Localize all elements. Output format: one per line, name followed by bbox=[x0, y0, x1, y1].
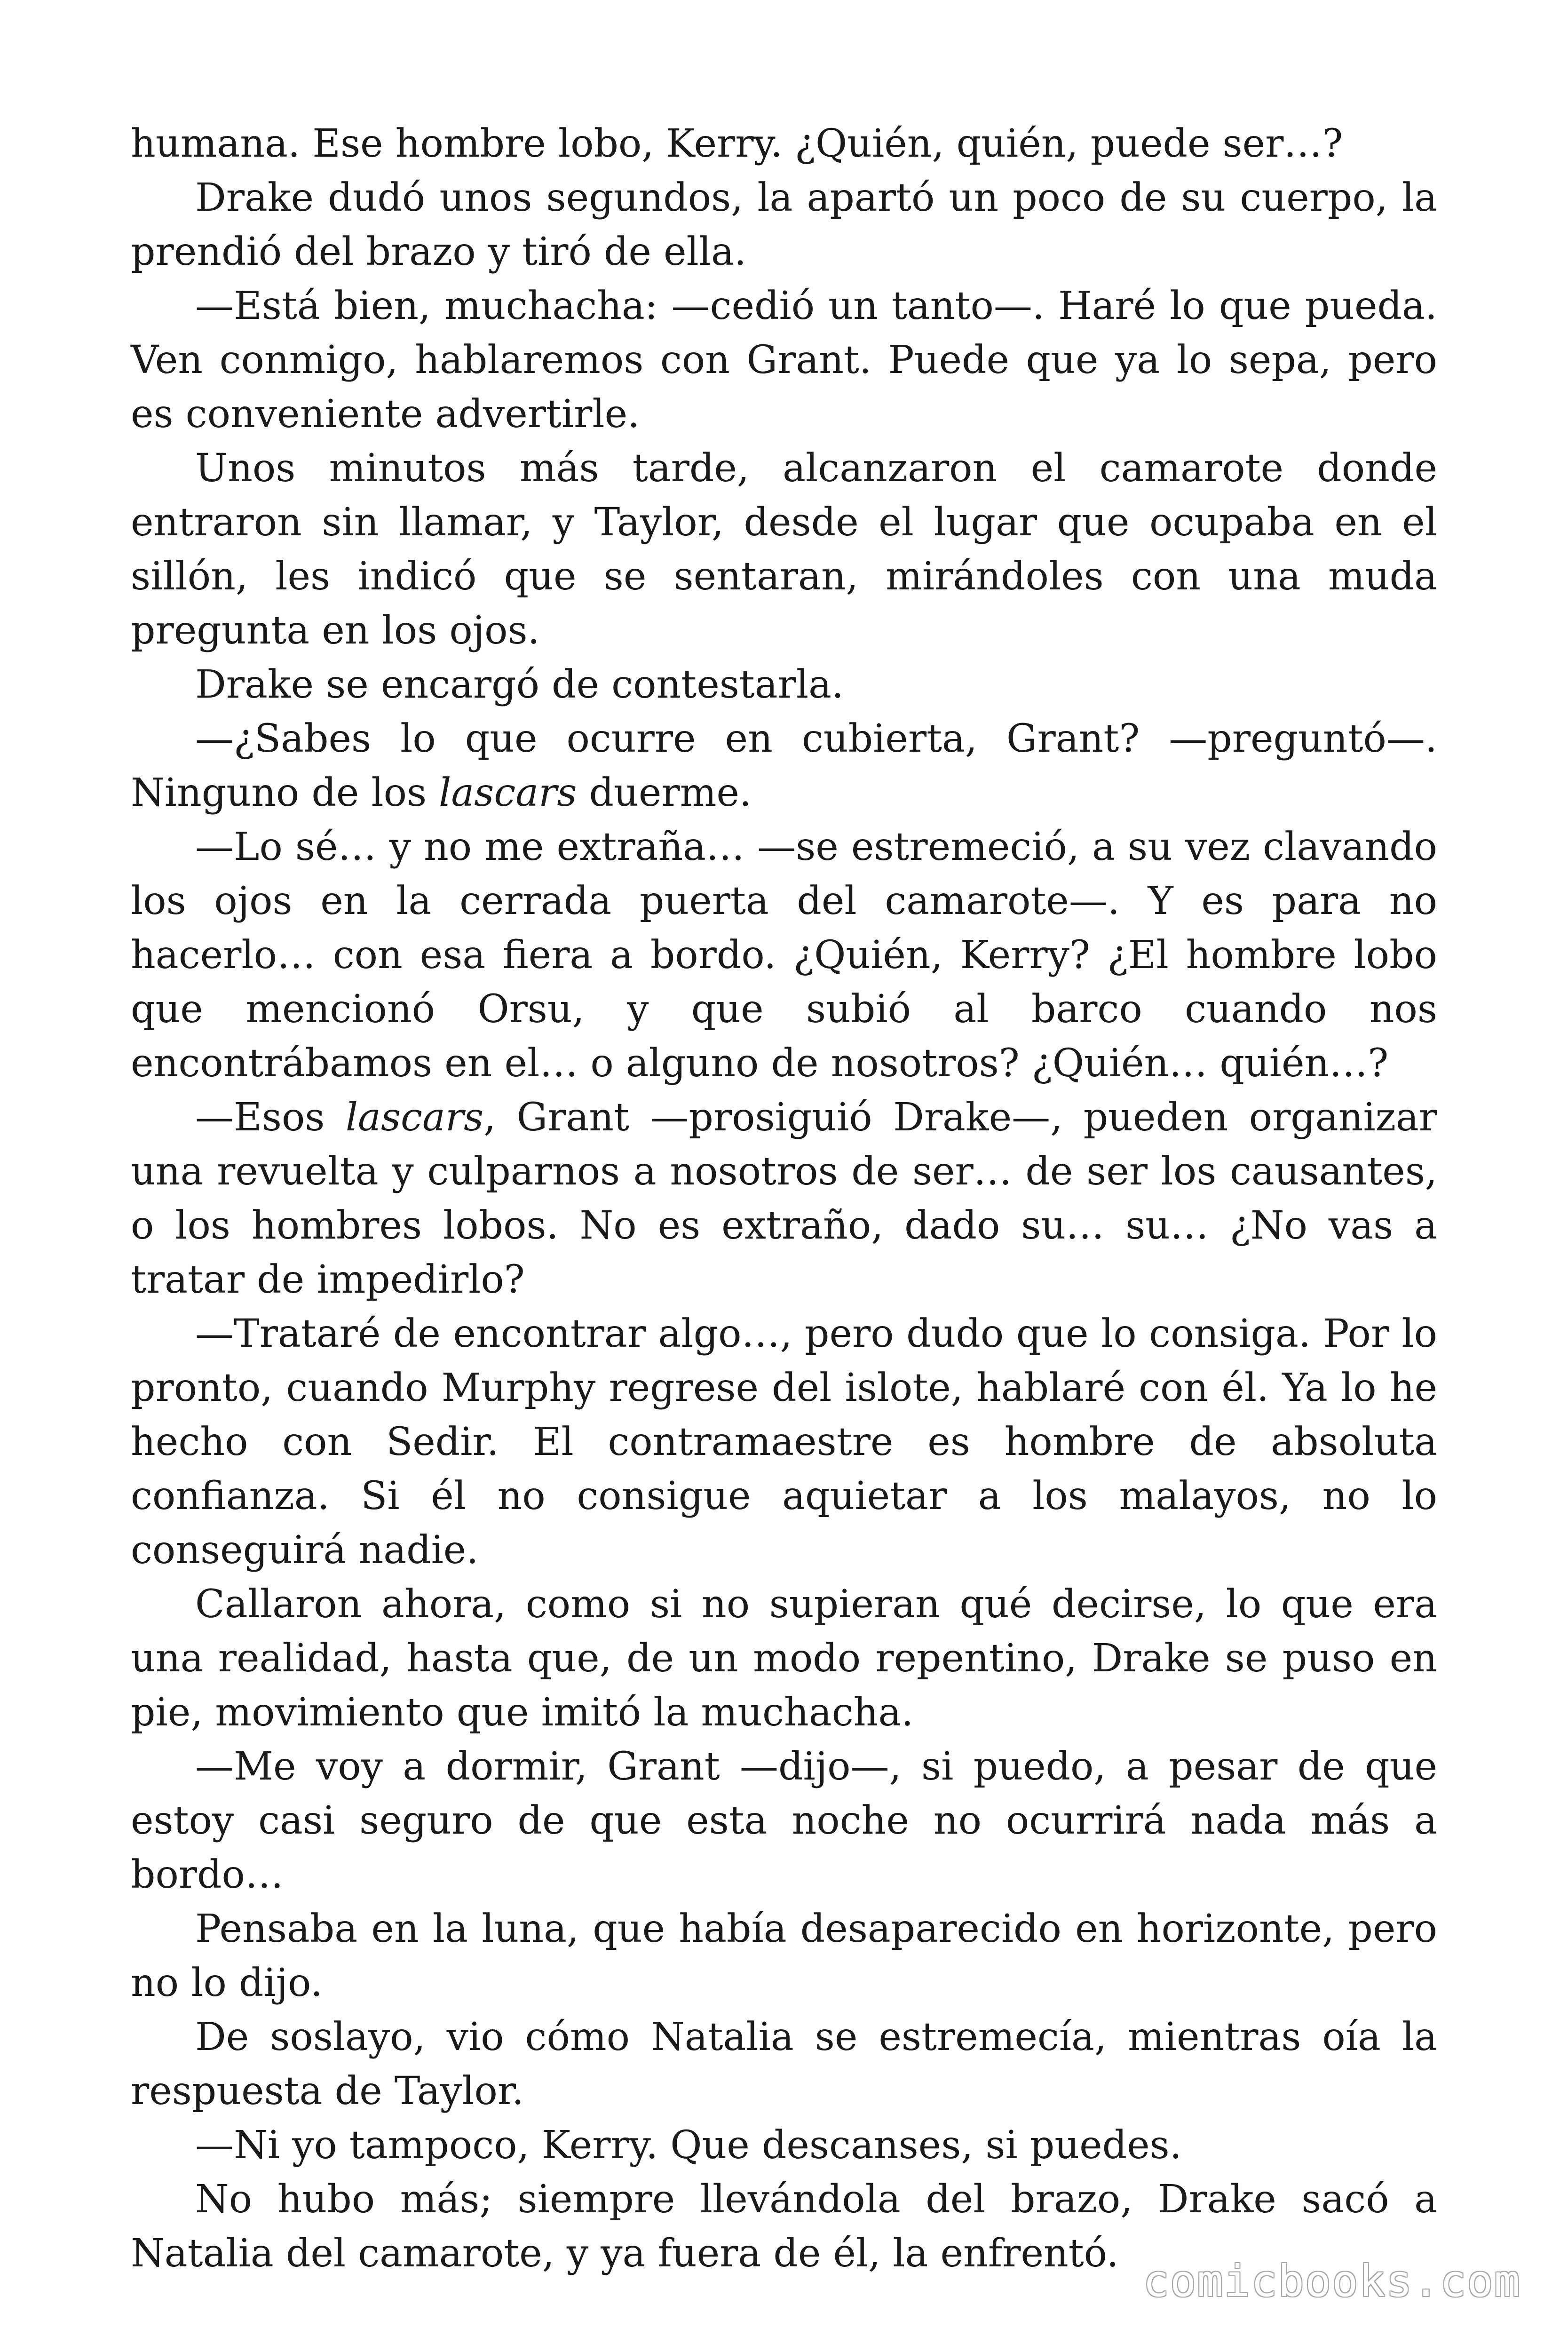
text-segment: Drake dudó unos segundos, la apartó un poco de su cuerpo, la prendió del brazo y tiró de ella. bbox=[131, 175, 1437, 274]
paragraph-13 bbox=[131, 2010, 1437, 2118]
text-segment: —Está bien, muchacha: —cedió un tanto—. Haré lo que pueda. Ven conmigo, hablaremos con Grant. Puede que ya lo sepa, pero es conveniente advertirle. bbox=[131, 284, 1437, 437]
paragraph-6 bbox=[131, 712, 1437, 820]
paragraph-11 bbox=[131, 1740, 1437, 1902]
text-segment: , Grant —prosiguió Drake—, pueden organizar una revuelta y culparnos a nosotros de ser… de ser los causantes, o los hombres lobos. No es extraño, dado su… su… ¿No vas a tratar de impedirlo? bbox=[131, 1095, 1437, 1302]
text-segment: —Lo sé… y no me extraña… —se estremeció, a su vez clavando los ojos en la cerrada puerta del camarote—. Y es para no hacerlo… con esa fiera a bordo. ¿Quién, Kerry? ¿El hombre lobo que mencionó Orsu, y que subió al barco cuando nos encontrábamos en el… o alguno de nosotros? ¿Quién… quién…? bbox=[131, 825, 1437, 1086]
paragraph-7 bbox=[131, 820, 1437, 1090]
paragraph-12 bbox=[131, 1902, 1437, 2010]
text-segment: —Esos bbox=[195, 1095, 346, 1140]
text-segment: humana. Ese hombre lobo, Kerry. ¿Quién, quién, puede ser…? bbox=[131, 121, 1343, 166]
text-segment: —Trataré de encontrar algo…, pero dudo que lo consiga. Por lo pronto, cuando Murphy regrese del islote, hablaré con él. Ya lo he hecho con Sedir. El contramaestre es hombre de absoluta confianza. Si él no consigue aquietar a los malayos, no lo conseguirá nadie. bbox=[131, 1311, 1437, 1573]
paragraph-10 bbox=[131, 1577, 1437, 1740]
text-segment: Pensaba en la luna, que había desaparecido en horizonte, pero no lo dijo. bbox=[131, 1907, 1437, 2005]
text-segment: —Me voy a dormir, Grant —dijo—, si puedo, a pesar de que estoy casi seguro de que esta noche no ocurrirá nada más a bordo… bbox=[131, 1744, 1437, 1897]
text-segment: duerme. bbox=[577, 771, 752, 815]
text-segment: Callaron ahora, como si no supieran qué decirse, lo que era una realidad, hasta que, de un modo repentino, Drake se puso en pie, movimiento que imitó la muchacha. bbox=[131, 1582, 1437, 1735]
watermark-logo: comicbooks.com bbox=[1143, 2256, 1521, 2306]
italic-term: lascars bbox=[345, 1095, 484, 1140]
text-segment: Unos minutos más tarde, alcanzaron el camarote donde entraron sin llamar, y Taylor, desde el lugar que ocupaba en el sillón, les indicó que se sentaran, mirándoles con una muda pregunta en los ojos. bbox=[131, 446, 1437, 653]
text-segment: No hubo más; siempre llevándola del brazo, Drake sacó a Natalia del camarote, y ya fuera de él, la enfrentó. bbox=[131, 2177, 1437, 2276]
paragraph-1 bbox=[131, 117, 1437, 171]
text-segment: —¿Sabes lo que ocurre en cubierta, Grant? —preguntó—. Ninguno de los bbox=[131, 716, 1437, 815]
italic-term: lascars bbox=[439, 771, 577, 815]
paragraph-5 bbox=[131, 658, 1437, 712]
paragraph-4 bbox=[131, 441, 1437, 658]
page-text-body bbox=[131, 117, 1437, 2280]
paragraph-8 bbox=[131, 1090, 1437, 1307]
text-segment: Drake se encargó de contestarla. bbox=[195, 662, 844, 707]
text-segment: —Ni yo tampoco, Kerry. Que descanses, si puedes. bbox=[195, 2123, 1182, 2168]
paragraph-3 bbox=[131, 279, 1437, 441]
paragraph-9 bbox=[131, 1307, 1437, 1577]
paragraph-14 bbox=[131, 2118, 1437, 2172]
paragraph-2 bbox=[131, 171, 1437, 279]
text-segment: De soslayo, vio cómo Natalia se estremecía, mientras oía la respuesta de Taylor. bbox=[131, 2015, 1437, 2114]
